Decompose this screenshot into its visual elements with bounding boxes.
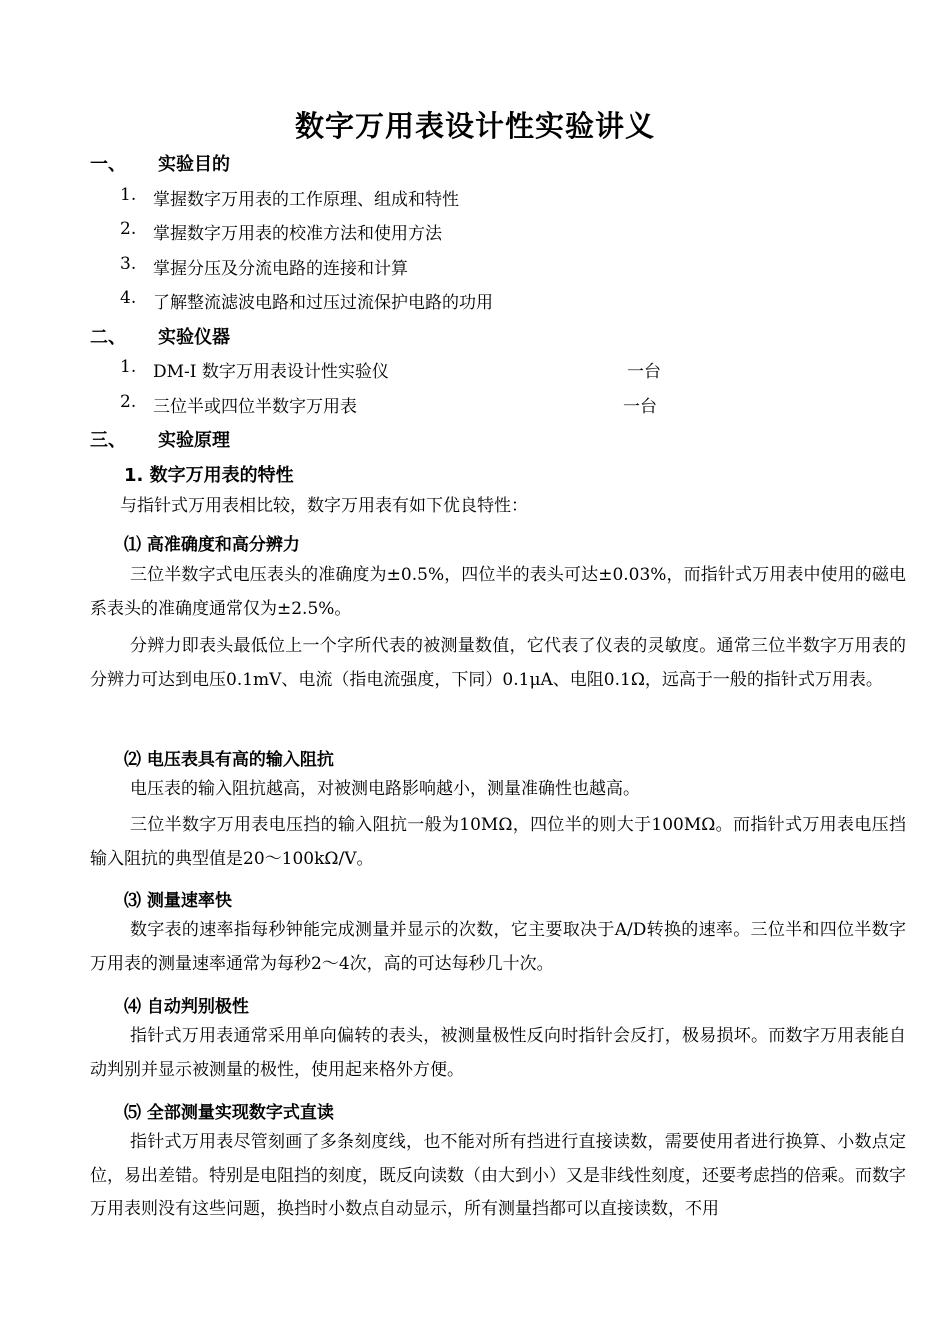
paragraph: 指针式万用表通常采用单向偏转的表头，被测量极性反向时指针会反打，极易损坏。而数字万用表能自动判别并显示被测量的极性，使用起来格外方便。 bbox=[90, 1026, 906, 1080]
section-title: 实验目的 bbox=[158, 154, 230, 175]
feature-heading: ⑵ 电压表具有高的输入阻抗 bbox=[124, 750, 334, 770]
document-page: 数字万用表设计性实验讲义 一、 实验目的 1. 掌握数字万用表的工作原理、组成和特性 2. 掌握数字万用表的校准方法和使用方法 3. 掌握分压及分流电路的连接和计算 4. 了解整流滤波电路和过压过流保护电路的功用 二、 实验仪器 1. DM-Ⅰ 数字万用表设计性实验仪 一台 2. 三位半或四位半数字万用表 一台 三、 实验原理 1. 数字万用表的特性 与指针式万用表相比较，数字万用表有如下优良特性： ⑴ 高准确度和高分辨力 三位半数字式电压表头的准确度为±0.5%，四位半的表头可达±0.03%，而指针式万用表中使用的磁电系表头的准确度通常仅为±2.5%。 分辨力即表头最低位上一个字所代表的被测量数值，它代表了仪表的灵敏度。通常三位半数字万用表的分辨力可达到电压0.1mV、电流（指电流强度，下同）0.1μA、电阻0.1Ω，远高于一般的指针式万用表。 ⑵ 电压表具有高的输入阻抗 电压表的输入阻抗越高，对被测电路影响越小，测量准确性也越高。 三位半数字万用表电压挡的输入阻抗一般为10MΩ，四位半的则大于100MΩ。而指针式万用表电压挡输入阻抗的典型值是20～100kΩ/V。 ⑶ 测量速率快 数字表的速率指每秒钟能完成测量并显示的次数，它主要取决于A/D转换的速率。三位半和四位半数字万用表的测量速率通常为每秒2～4次，高的可达每秒几十次。 ⑷ 自动判别极性 指针式万用表通常采用单向偏转的表头，被测量极性反向时指针会反打，极易损坏。而数字万用表能自动判别并显示被测量的极性，使用起来格外方便。 ⑸ 全部测量实现数字式直读 指针式万用表尽管刻画了多条刻度线，也不能对所有挡进行直接读数，需要使用者进行换算、小数点定位，易出差错。特别是电阻挡的刻度，既反向读数（由大到小）又是非线性刻度，还要考虑挡的倍乘。而数字万用表则没有这些问题，换挡时小数点自动显示，所有测量挡都可以直接读数，不用 bbox=[0, 0, 950, 1344]
section-number: 一、 bbox=[90, 154, 126, 175]
paragraph: 三位半数字式电压表头的准确度为±0.5%，四位半的表头可达±0.03%，而指针式万用表中使用的磁电系表头的准确度通常仅为±2.5%。 bbox=[90, 565, 906, 619]
paragraph: 三位半数字万用表电压挡的输入阻抗一般为10MΩ，四位半的则大于100MΩ。而指针式万用表电压挡输入阻抗的典型值是20～100kΩ/V。 bbox=[90, 815, 906, 869]
section-title: 实验原理 bbox=[158, 430, 230, 451]
paragraph: 分辨力即表头最低位上一个字所代表的被测量数值，它代表了仪表的灵敏度。通常三位半数字万用表的分辨力可达到电压0.1mV、电流（指电流强度，下同）0.1μA、电阻0.1Ω，远高于一般的指针式万用表。 bbox=[90, 636, 906, 690]
feature-heading: ⑴ 高准确度和高分辨力 bbox=[124, 535, 300, 555]
quantity-label: 一台 bbox=[623, 397, 657, 417]
section-heading-3 bbox=[90, 426, 230, 452]
section-heading-1 bbox=[90, 150, 230, 176]
section-title: 实验仪器 bbox=[158, 327, 230, 348]
quantity-label: 一台 bbox=[627, 362, 661, 382]
paragraph: 指针式万用表尽管刻画了多条刻度线，也不能对所有挡进行直接读数，需要使用者进行换算、小数点定位，易出差错。特别是电阻挡的刻度，既反向读数（由大到小）又是非线性刻度，还要考虑挡的倍乘。而数字万用表则没有这些问题，换挡时小数点自动显示，所有测量挡都可以直接读数，不用 bbox=[90, 1132, 906, 1219]
paragraph: 数字表的速率指每秒钟能完成测量并显示的次数，它主要取决于A/D转换的速率。三位半和四位半数字万用表的测量速率通常为每秒2～4次，高的可达每秒几十次。 bbox=[90, 920, 906, 974]
section-number: 二、 bbox=[90, 327, 126, 348]
subsection-heading: 1. 数字万用表的特性 bbox=[124, 465, 294, 486]
paragraph: 电压表的输入阻抗越高，对被测电路影响越小，测量准确性也越高。 bbox=[130, 779, 640, 799]
section-heading-2 bbox=[90, 323, 230, 349]
page-title: 数字万用表设计性实验讲义 bbox=[294, 109, 655, 143]
feature-heading: ⑶ 测量速率快 bbox=[124, 891, 232, 911]
paragraph: 与指针式万用表相比较，数字万用表有如下优良特性： bbox=[120, 496, 528, 516]
section-number: 三、 bbox=[90, 430, 126, 451]
feature-heading: ⑸ 全部测量实现数字式直读 bbox=[124, 1103, 334, 1123]
feature-heading: ⑷ 自动判别极性 bbox=[124, 997, 249, 1017]
